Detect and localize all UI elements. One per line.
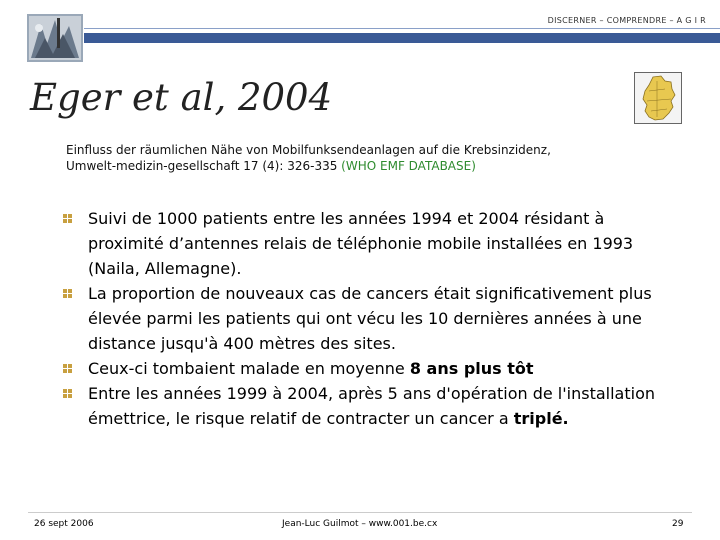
page-title: Eger et al, 2004: [30, 76, 333, 119]
germany-map-icon: [634, 72, 682, 124]
bullet-emphasis: 8 ans plus tôt: [409, 359, 534, 378]
header-bar: [84, 33, 720, 43]
bullet-emphasis: triplé.: [513, 409, 569, 428]
footer-author: Jean-Luc Guilmot – www.001.be.cx: [282, 519, 438, 529]
bullet-text: La proportion de nouveaux cas de cancers était significativement plus élevée parmi les patients qui ont vécu les 10 dernières années à une distance jusqu'à 400 mètres des sites.: [88, 284, 652, 353]
bullet-list: [62, 206, 682, 431]
header-line: [84, 28, 720, 29]
citation-source: (WHO EMF DATABASE): [341, 159, 476, 173]
list-item: [62, 356, 682, 381]
logo-image: [27, 14, 83, 62]
reference-citation: [66, 142, 686, 174]
tagline: DISCERNER – COMPRENDRE – A G I R: [547, 16, 706, 25]
list-item: [62, 381, 682, 431]
bullet-icon: [62, 288, 73, 299]
citation-journal: Umwelt-medizin-gesellschaft 17 (4): 326-335: [66, 159, 342, 173]
bullet-icon: [62, 213, 73, 224]
page-number: 29: [672, 519, 684, 529]
citation-line-1: Einfluss der räumlichen Nähe von Mobilfunksendeanlagen auf die Krebsinzidenz,: [66, 143, 551, 157]
bullet-icon: [62, 363, 73, 374]
footer-divider: [28, 512, 692, 513]
citation-line-2: [66, 158, 686, 174]
footer-date: 26 sept 2006: [34, 519, 94, 529]
bullet-icon: [62, 388, 73, 399]
bullet-text: Suivi de 1000 patients entre les années 1994 et 2004 résidant à proximité d’antennes relais de téléphonie mobile installées en 1993 (Naila, Allemagne).: [88, 209, 634, 278]
list-item: [62, 206, 682, 281]
bullet-text: Entre les années 1999 à 2004, après 5 ans d'opération de l'installation émettrice, le risque relatif de contracter un cancer a: [88, 384, 655, 428]
bullet-text: Ceux-ci tombaient malade en moyenne: [88, 359, 410, 378]
list-item: [62, 281, 682, 356]
